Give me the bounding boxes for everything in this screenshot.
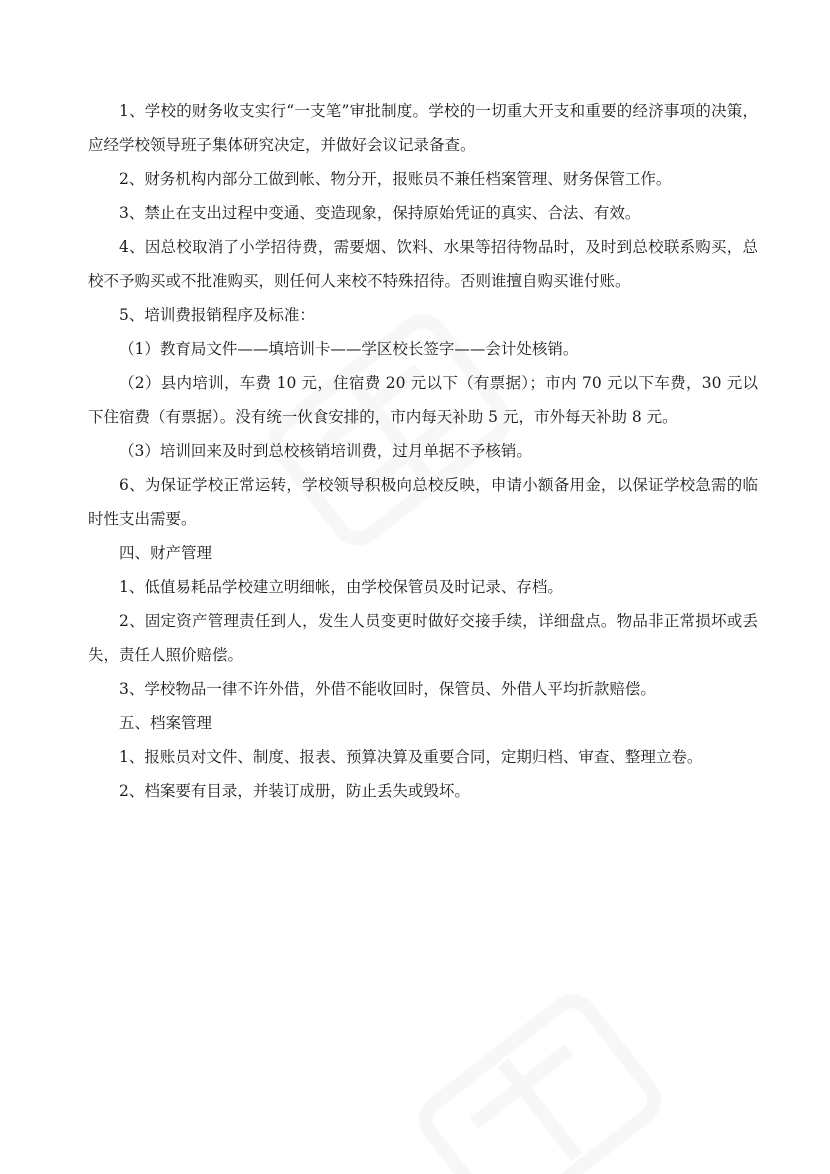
paragraph-training-standards: （2）县内培训，车费 10 元，住宿费 20 元以下（有票据）；市内 70 元以下车费，30 元以下住宿费（有票据）。没有统一伙食安排的，市内每天补助 5 元，市外每天补助 8 元。 xyxy=(88,374,758,426)
paragraph-expenditure-rules: 3、禁止在支出过程中变通、变造现象，保持原始凭证的真实、合法、有效。 xyxy=(119,204,641,222)
section-heading-property-management: 四、财产管理 xyxy=(119,544,213,562)
section-heading-archive-management: 五、档案管理 xyxy=(119,714,213,732)
watermark-stamp-icon xyxy=(400,990,680,1174)
paragraph-training-procedure: （1）教育局文件——填培训卡——学区校长签字——会计处核销。 xyxy=(119,340,579,358)
paragraph-approval-system: 1、学校的财务收支实行“一支笔”审批制度。学校的一切重大开支和重要的经济事项的决策，应经学校领导班子集体研究决定，并做好会议记录备查。 xyxy=(88,102,758,154)
paragraph-training-reimbursement: 5、培训费报销程序及标准： xyxy=(119,306,315,324)
paragraph-lending-rules: 3、学校物品一律不许外借，外借不能收回时，保管员、外借人平均折款赔偿。 xyxy=(119,680,656,698)
paragraph-division-of-labor: 2、财务机构内部分工做到帐、物分开，报账员不兼任档案管理、财务保管工作。 xyxy=(119,170,672,188)
paragraph-reception-expenses: 4、因总校取消了小学招待费，需要烟、饮料、水果等招待物品时，及时到总校联系购买，总校不予购买或不批准购买，则任何人来校不特殊招待。否则谁擅自购买谁付账。 xyxy=(88,238,758,290)
paragraph-petty-cash: 6、为保证学校正常运转，学校领导积极向总校反映，申请小额备用金，以保证学校急需的临时性支出需要。 xyxy=(88,476,758,528)
paragraph-consumables-ledger: 1、低值易耗品学校建立明细帐，由学校保管员及时记录、存档。 xyxy=(119,578,563,596)
paragraph-fixed-assets: 2、固定资产管理责任到人，发生人员变更时做好交接手续，详细盘点。物品非正常损坏或丢失，责任人照价赔偿。 xyxy=(88,612,758,664)
paragraph-archive-catalog: 2、档案要有目录，并装订成册，防止丢失或毁坏。 xyxy=(119,782,470,800)
paragraph-archiving: 1、报账员对文件、制度、报表、预算决算及重要合同，定期归档、审查、整理立卷。 xyxy=(119,748,703,766)
paragraph-training-deadline: （3）培训回来及时到总校核销培训费，过月单据不予核销。 xyxy=(119,442,532,460)
document-body xyxy=(88,94,758,808)
